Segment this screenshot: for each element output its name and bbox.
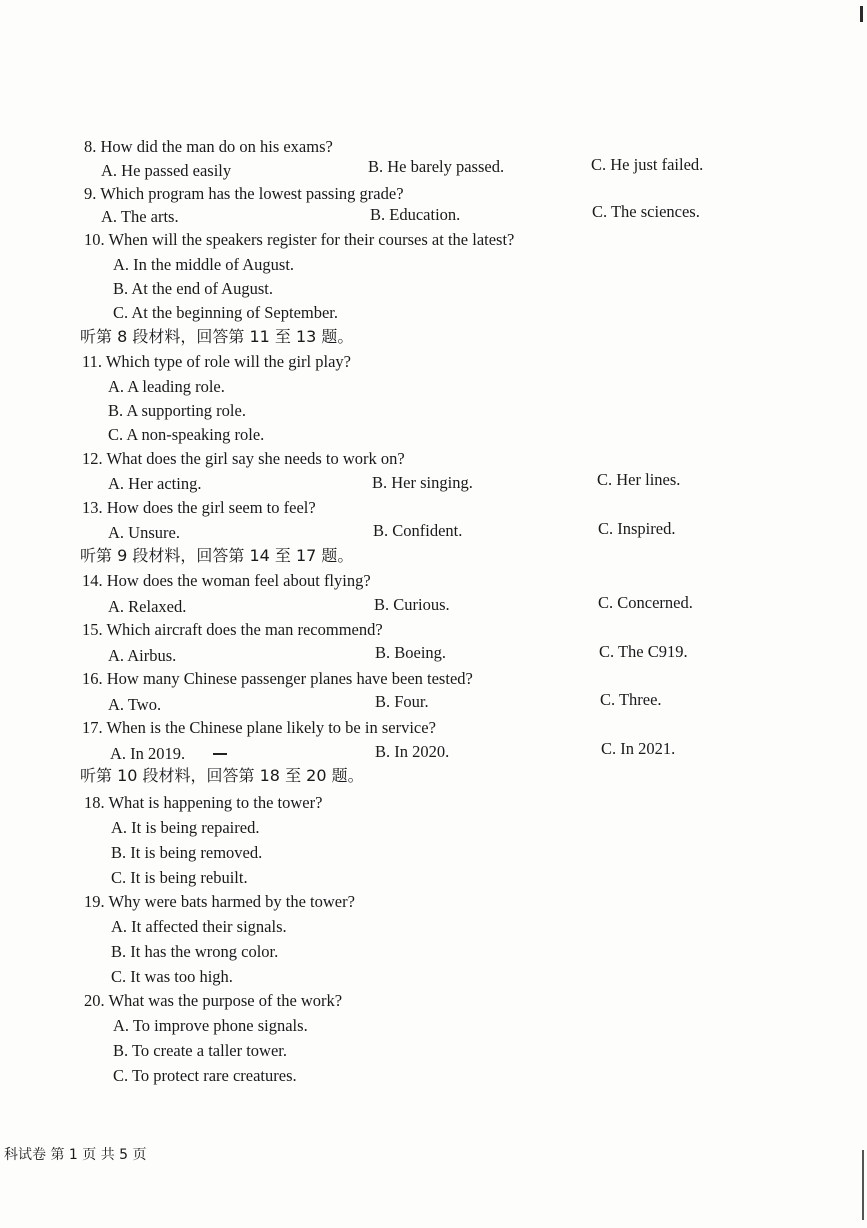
question-20-option-b: B. To create a taller tower. bbox=[113, 1041, 288, 1060]
question-18-option-a: A. It is being repaired. bbox=[111, 818, 260, 837]
question-20-option-a: A. To improve phone signals. bbox=[113, 1016, 308, 1035]
question-9-option-b: B. Education. bbox=[370, 205, 461, 224]
question-19-option-a: A. It affected their signals. bbox=[111, 917, 287, 936]
question-15-option-b: B. Boeing. bbox=[375, 643, 447, 662]
section-8-instruction: 听第 8 段材料，回答第 11 至 13 题。 bbox=[80, 327, 354, 346]
question-16-option-c: C. Three. bbox=[600, 690, 662, 709]
question-16: 16. How many Chinese passenger planes have been tested? bbox=[82, 669, 473, 688]
question-18: 18. What is happening to the tower? bbox=[84, 793, 323, 812]
question-15-option-a: A. Airbus. bbox=[108, 646, 177, 665]
question-12: 12. What does the girl say she needs to work on? bbox=[82, 449, 405, 468]
question-12-option-b: B. Her singing. bbox=[372, 473, 473, 492]
question-11: 11. Which type of role will the girl play? bbox=[82, 352, 351, 371]
question-11-option-c: C. A non-speaking role. bbox=[108, 425, 265, 444]
page-footer: 科试卷 第 1 页 共 5 页 bbox=[4, 1147, 147, 1163]
question-16-option-a: A. Two. bbox=[108, 695, 162, 714]
handwritten-dash-mark bbox=[213, 753, 227, 755]
question-13-option-c: C. Inspired. bbox=[598, 519, 676, 538]
question-9-option-c: C. The sciences. bbox=[592, 202, 700, 221]
scan-edge-mark-bottom bbox=[862, 1150, 864, 1220]
scan-edge-mark bbox=[860, 6, 863, 22]
question-10-option-c: C. At the beginning of September. bbox=[113, 303, 339, 322]
question-14-option-a: A. Relaxed. bbox=[108, 597, 187, 616]
question-17-option-c: C. In 2021. bbox=[601, 739, 676, 758]
question-18-option-c: C. It is being rebuilt. bbox=[111, 868, 248, 887]
question-8-option-a: A. He passed easily bbox=[101, 161, 232, 180]
question-18-option-b: B. It is being removed. bbox=[111, 843, 263, 862]
question-14-option-b: B. Curious. bbox=[374, 595, 450, 614]
question-8-option-b: B. He barely passed. bbox=[368, 157, 505, 176]
question-11-option-a: A. A leading role. bbox=[108, 377, 225, 396]
question-19-option-b: B. It has the wrong color. bbox=[111, 942, 279, 961]
question-10: 10. When will the speakers register for their courses at the latest? bbox=[84, 230, 515, 249]
question-20: 20. What was the purpose of the work? bbox=[84, 991, 343, 1010]
question-9-option-a: A. The arts. bbox=[101, 207, 179, 226]
section-10-instruction: 听第 10 段材料，回答第 18 至 20 题。 bbox=[80, 766, 364, 785]
question-10-option-b: B. At the end of August. bbox=[113, 279, 273, 298]
section-9-instruction: 听第 9 段材料，回答第 14 至 17 题。 bbox=[80, 546, 354, 565]
question-13: 13. How does the girl seem to feel? bbox=[82, 498, 316, 517]
question-12-option-a: A. Her acting. bbox=[108, 474, 202, 493]
question-8-option-c: C. He just failed. bbox=[591, 155, 704, 174]
question-10-option-a: A. In the middle of August. bbox=[113, 255, 295, 274]
question-13-option-a: A. Unsure. bbox=[108, 523, 180, 542]
question-12-option-c: C. Her lines. bbox=[597, 470, 681, 489]
question-13-option-b: B. Confident. bbox=[373, 521, 463, 540]
question-19: 19. Why were bats harmed by the tower? bbox=[84, 892, 355, 911]
question-19-option-c: C. It was too high. bbox=[111, 967, 233, 986]
question-15: 15. Which aircraft does the man recommend? bbox=[82, 620, 383, 639]
question-9: 9. Which program has the lowest passing grade? bbox=[84, 184, 404, 203]
question-17: 17. When is the Chinese plane likely to be in service? bbox=[82, 718, 436, 737]
question-8: 8. How did the man do on his exams? bbox=[84, 137, 333, 156]
question-14-option-c: C. Concerned. bbox=[598, 593, 693, 612]
question-16-option-b: B. Four. bbox=[375, 692, 429, 711]
question-17-option-a: A. In 2019. bbox=[110, 744, 186, 763]
question-17-option-b: B. In 2020. bbox=[375, 742, 450, 761]
question-20-option-c: C. To protect rare creatures. bbox=[113, 1066, 297, 1085]
question-14: 14. How does the woman feel about flying? bbox=[82, 571, 371, 590]
question-15-option-c: C. The C919. bbox=[599, 642, 688, 661]
question-11-option-b: B. A supporting role. bbox=[108, 401, 246, 420]
